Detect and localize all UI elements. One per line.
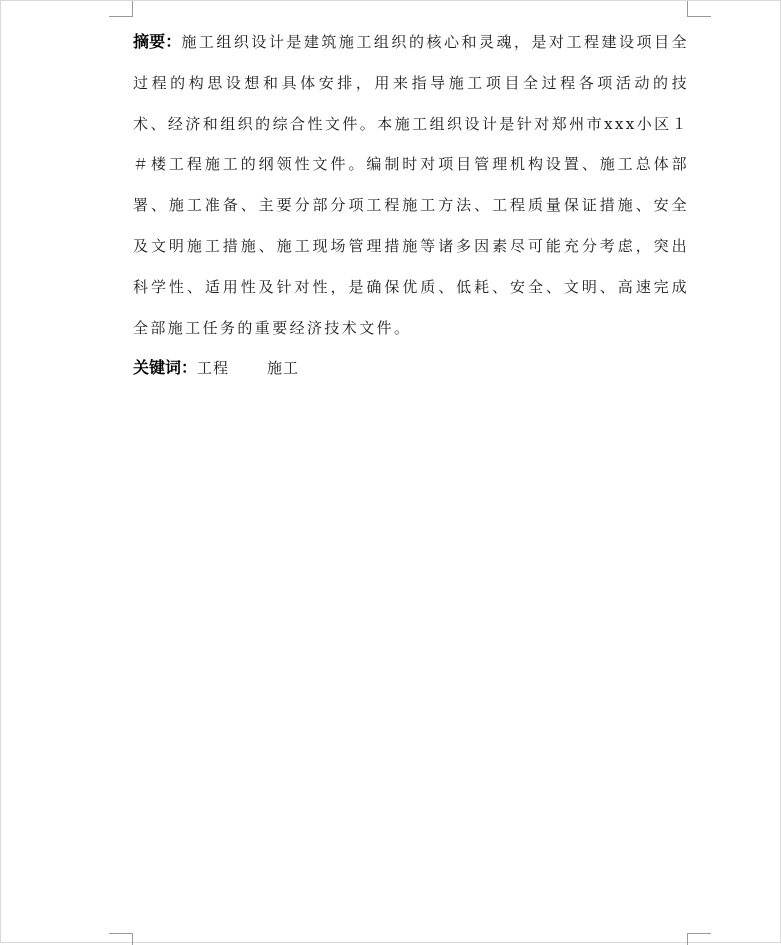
- keywords-label: 关键词：: [133, 358, 198, 378]
- abstract-label: 摘要：: [133, 32, 182, 51]
- abstract-text: 施工组织设计是建筑施工组织的核心和灵魂，是对工程建设项目全过程的构思设想和具体安排，用来指导施工项目全过程各项活动的技术、经济和组织的综合性文件。本施工组织设计是针对郑州市xxx小区１＃楼工程施工的纲领性文件。编制时对项目管理机构设置、施工总体部署、施工准备、主要分部分项工程施工方法、工程质量保证措施、安全及文明施工措施、施工现场管理措施等诸多因素尽可能充分考虑，突出科学性、适用性及针对性，是确保优质、低耗、安全、文明、高速完成全部施工任务的重要经济技术文件。: [133, 33, 689, 337]
- abstract-paragraph: [133, 22, 689, 348]
- keyword-item: 工程: [197, 359, 230, 378]
- corner-mark-top-right: [687, 1, 711, 17]
- corner-mark-bottom-right: [687, 933, 711, 945]
- corner-mark-top-left: [109, 1, 133, 17]
- keywords-paragraph: [133, 348, 689, 388]
- corner-mark-bottom-left: [109, 933, 133, 945]
- page-body: [133, 22, 689, 388]
- keyword-item: 施工: [267, 359, 300, 378]
